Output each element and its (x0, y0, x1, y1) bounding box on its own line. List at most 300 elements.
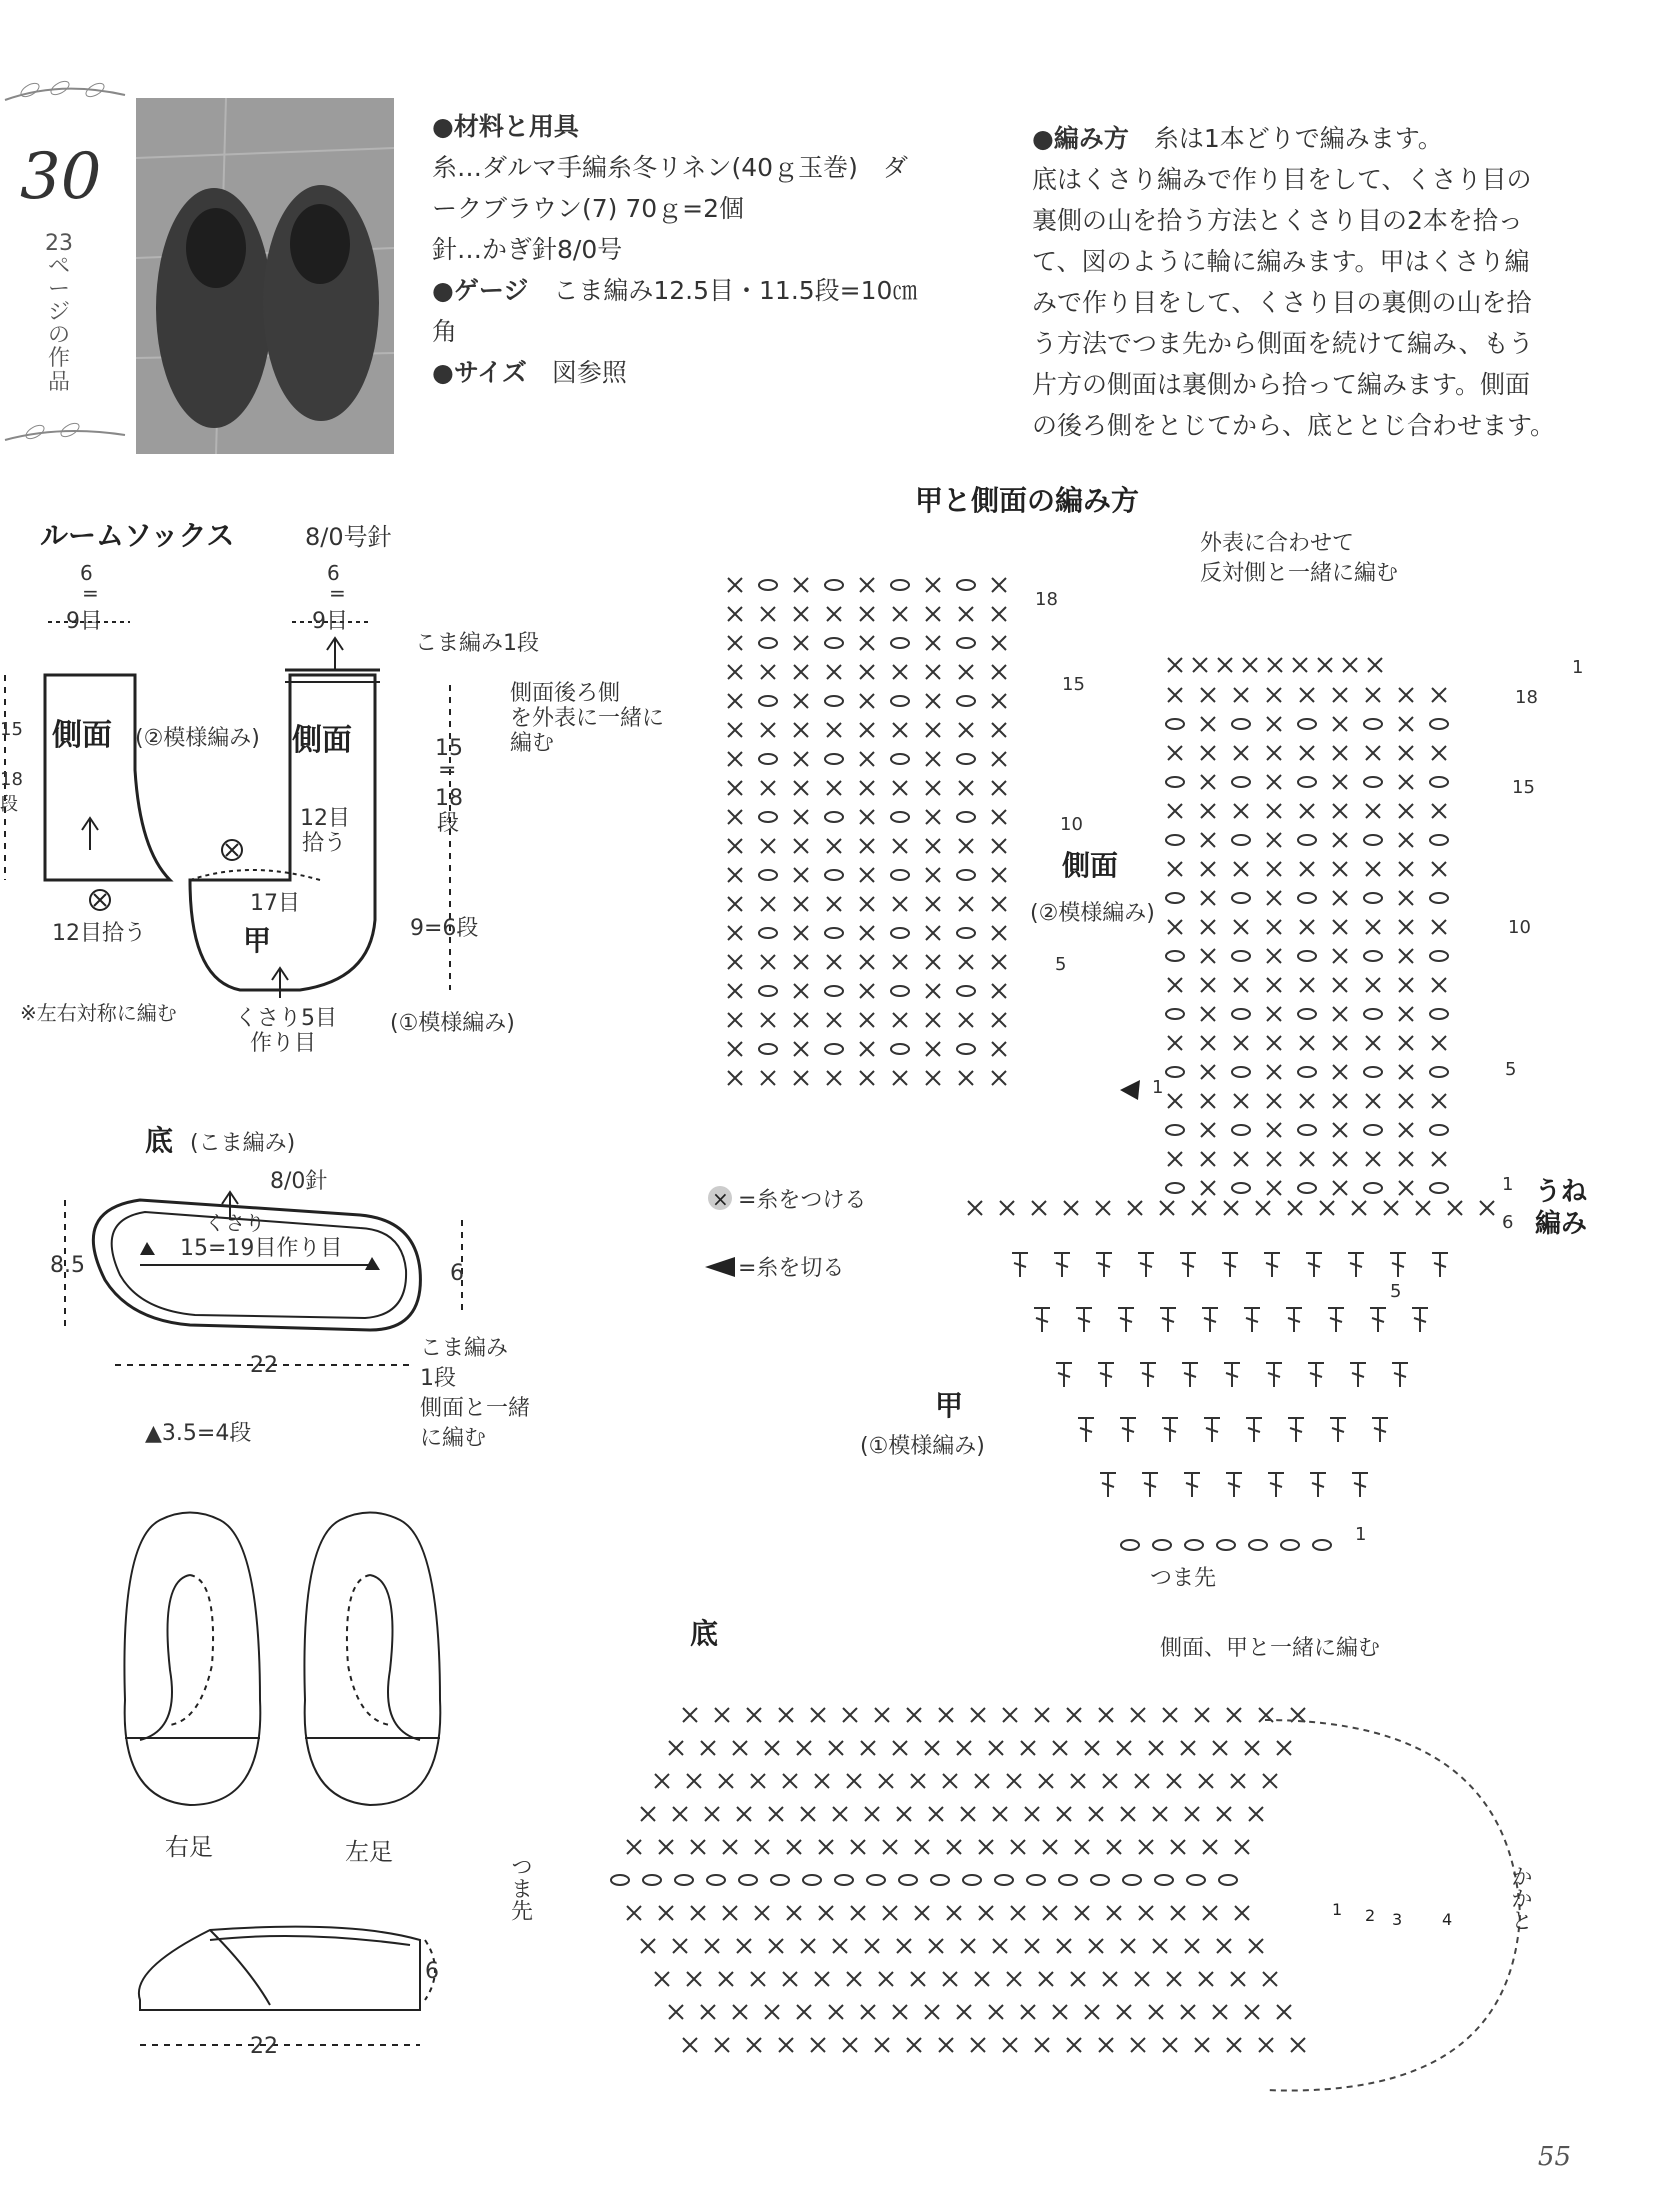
sc-symbol (926, 1071, 940, 1085)
sole-schematic (30, 1120, 590, 1460)
sc-symbol (959, 839, 973, 853)
chain-symbol (1232, 951, 1250, 961)
chain-symbol (1281, 1540, 1299, 1550)
chain-symbol (1166, 1009, 1184, 1019)
chain-symbol (759, 638, 777, 648)
chart-pattern2: (②模様編み) (1030, 901, 1155, 926)
sc-symbol (1256, 1201, 1270, 1215)
sc-symbol (1333, 1123, 1347, 1137)
sc-symbol (1201, 833, 1215, 847)
room-socks-schematic (0, 520, 700, 1080)
sc-symbol (1011, 1906, 1025, 1920)
chart-title: 甲と側面の編み方 (915, 484, 1140, 517)
dc-symbol (1264, 1253, 1280, 1277)
sc-symbol (1071, 1972, 1085, 1986)
sc-symbol (883, 1906, 897, 1920)
sc-symbol (959, 1071, 973, 1085)
dc-symbol (1306, 1253, 1322, 1277)
chain-symbol (1091, 1875, 1109, 1885)
sc-symbol (911, 1774, 925, 1788)
sc-symbol (1399, 1152, 1413, 1166)
sc-symbol (893, 955, 907, 969)
sc-symbol (761, 781, 775, 795)
sc-symbol (701, 2005, 715, 2019)
sc-symbol (1201, 1036, 1215, 1050)
sc-symbol (1043, 1840, 1057, 1854)
sc-symbol (683, 2038, 697, 2052)
sc-symbol (860, 897, 874, 911)
chain-symbol (957, 986, 975, 996)
sc-symbol (992, 984, 1006, 998)
chain-symbol (1166, 893, 1184, 903)
left-r18: 18 (1035, 589, 1058, 610)
sc-symbol (673, 1939, 687, 1953)
sc-symbol (843, 1708, 857, 1722)
sc-symbol (1217, 1939, 1231, 1953)
sole-n4: 4 (1442, 1910, 1453, 1929)
chain-symbol (1219, 1875, 1237, 1885)
sc-symbol (1201, 1152, 1215, 1166)
sc-symbol (827, 955, 841, 969)
chain-symbol (835, 1875, 853, 1885)
sc-symbol (1234, 1094, 1248, 1108)
pick12-right-b: 拾う (302, 831, 347, 856)
dc-symbol (1162, 1418, 1178, 1442)
sc-symbol (993, 1807, 1007, 1821)
sc-symbol (761, 1071, 775, 1085)
chain-symbol (1298, 951, 1316, 961)
sc-symbol (943, 1972, 957, 1986)
sc-symbol (1057, 1807, 1071, 1821)
sc-symbol (728, 752, 742, 766)
h18: 18 (435, 786, 463, 811)
sc-symbol (1153, 1939, 1167, 1953)
sc-symbol (925, 1741, 939, 1755)
sc-symbol (860, 578, 874, 592)
sc-symbol (926, 578, 940, 592)
chain-symbol (1232, 893, 1250, 903)
dc-symbol (1100, 1473, 1116, 1497)
sc-symbol (794, 897, 808, 911)
sc-symbol (769, 1807, 783, 1821)
sc-symbol (926, 607, 940, 621)
sc-symbol (1267, 833, 1281, 847)
dc-symbol (1184, 1473, 1200, 1497)
sc-symbol (1399, 891, 1413, 905)
sole-title: 底 (145, 1124, 174, 1157)
sc-symbol (847, 1774, 861, 1788)
chain-symbol (1298, 835, 1316, 845)
chain-symbol (957, 754, 975, 764)
sc-symbol (959, 723, 973, 737)
left-r10: 10 (1060, 814, 1083, 835)
sc-symbol (1181, 1741, 1195, 1755)
chain-symbol (1185, 1540, 1203, 1550)
sc-symbol (1167, 1972, 1181, 1986)
sc-symbol (959, 1013, 973, 1027)
sc-symbol (926, 636, 940, 650)
right-side-label: 側面 (292, 723, 352, 758)
sc-symbol (893, 1071, 907, 1085)
chain-symbol (759, 696, 777, 706)
sc-symbol (893, 1741, 907, 1755)
sc-symbol (992, 636, 1006, 650)
room-socks-needle: 8/0号針 (305, 523, 392, 551)
sc-symbol (1267, 1152, 1281, 1166)
chain-symbol (1166, 835, 1184, 845)
chain-symbol (825, 580, 843, 590)
sc-symbol (1153, 1807, 1167, 1821)
sole-sc4: に編む (420, 1426, 487, 1451)
sc-symbol (1168, 1036, 1182, 1050)
sc-symbol (989, 2005, 1003, 2019)
sc-symbol (827, 839, 841, 853)
sc-symbol (719, 1972, 733, 1986)
sc-symbol (1057, 1939, 1071, 1953)
sc-symbol (1399, 804, 1413, 818)
sc-symbol (1333, 746, 1347, 760)
sc-symbol (1333, 804, 1347, 818)
sc-symbol (1213, 1741, 1227, 1755)
sc-symbol (1291, 1708, 1305, 1722)
sc-symbol (765, 2005, 779, 2019)
sc-symbol (1193, 658, 1207, 672)
sc-symbol (1203, 1906, 1217, 1920)
sc-symbol (1160, 1201, 1174, 1215)
sc-symbol (1201, 775, 1215, 789)
sc-symbol (1235, 1840, 1249, 1854)
instep-grid (968, 1201, 1494, 1550)
sc-symbol (1234, 862, 1248, 876)
sc-symbol (992, 1071, 1006, 1085)
sc-symbol (1168, 658, 1182, 672)
chain-symbol (957, 696, 975, 706)
dc-symbol (1268, 1473, 1284, 1497)
chart-side-label: 側面 (1062, 849, 1119, 882)
sc-symbol (1366, 920, 1380, 934)
sc-symbol (957, 1741, 971, 1755)
back-note-1: 側面後ろ側 (510, 681, 621, 706)
sc-symbol (728, 984, 742, 998)
chain-symbol (803, 1875, 821, 1885)
sc-symbol (761, 723, 775, 737)
dc-symbol (1222, 1253, 1238, 1277)
chain-symbol (1298, 893, 1316, 903)
sc-symbol (1011, 1840, 1025, 1854)
sc-symbol (1107, 1906, 1121, 1920)
sole-chart-title: 底 (690, 1617, 719, 1650)
sc-symbol (1399, 862, 1413, 876)
sc-symbol (794, 1071, 808, 1085)
sc-symbol (1075, 1906, 1089, 1920)
sc-symbol (761, 955, 775, 969)
join-yarn-x: × (712, 1187, 729, 1211)
back-note-2: を外表に一緒に (510, 706, 665, 731)
sc-symbol (715, 2038, 729, 2052)
sc-symbol (915, 1840, 929, 1854)
sc-symbol (723, 1906, 737, 1920)
sc-symbol (1366, 688, 1380, 702)
sc-symbol (1168, 920, 1182, 934)
sc-symbol (659, 1906, 673, 1920)
sc-symbol (926, 665, 940, 679)
sc-symbol (979, 1906, 993, 1920)
dc-symbol (1204, 1418, 1220, 1442)
sc-symbol (1168, 862, 1182, 876)
sc-symbol (827, 723, 841, 737)
sc-symbol (761, 1013, 775, 1027)
chain-symbol (825, 1044, 843, 1054)
sc-symbol (1432, 746, 1446, 760)
sc-symbol (893, 1013, 907, 1027)
dc-symbol (1244, 1308, 1260, 1332)
sc-symbol (728, 868, 742, 882)
sc-symbol (728, 578, 742, 592)
sc-symbol (860, 636, 874, 650)
sc-symbol (1201, 1065, 1215, 1079)
sc-symbol (794, 1013, 808, 1027)
dc-symbol (1266, 1363, 1282, 1387)
sc-symbol (728, 694, 742, 708)
sc-symbol (687, 1972, 701, 1986)
chain-symbol (891, 812, 909, 822)
sc-symbol (926, 781, 940, 795)
dc-symbol (1096, 1253, 1112, 1277)
sc-symbol (992, 955, 1006, 969)
sc-symbol (1185, 1939, 1199, 1953)
sole-heel-label: かかと (1507, 1865, 1533, 1931)
sc-symbol (1333, 1094, 1347, 1108)
sc-symbol (860, 1042, 874, 1056)
sc-symbol (1300, 920, 1314, 934)
dc-symbol (1118, 1308, 1134, 1332)
chain-symbol (1364, 719, 1382, 729)
legend-cut: =糸を切る (738, 1256, 845, 1281)
sc-symbol (1185, 1807, 1199, 1821)
sc-symbol (1167, 1774, 1181, 1788)
une-label-2: 編み (1535, 1209, 1588, 1239)
sc-symbol (794, 839, 808, 853)
chain-symbol (995, 1875, 1013, 1885)
sc-symbol (705, 1807, 719, 1821)
chain-symbol (1232, 835, 1250, 845)
sc-symbol (897, 1939, 911, 1953)
une-label-1: うね (1535, 1177, 1588, 1207)
leaf-ornament-bottom (0, 410, 130, 470)
chain-symbol (1430, 1183, 1448, 1193)
slippers-photo (136, 98, 394, 454)
sc-symbol (897, 1807, 911, 1821)
sc-symbol (811, 2038, 825, 2052)
sc-symbol (1263, 1774, 1277, 1788)
sc-symbol (1234, 688, 1248, 702)
sc-symbol (1139, 1906, 1153, 1920)
sc-symbol (1366, 746, 1380, 760)
sc-symbol (1399, 1094, 1413, 1108)
sc-symbol (893, 2005, 907, 2019)
sc-symbol (907, 1708, 921, 1722)
sc-symbol (1224, 1201, 1238, 1215)
sc-symbol (1399, 949, 1413, 963)
chain-symbol (1027, 1875, 1045, 1885)
dc-symbol (1142, 1473, 1158, 1497)
sc-symbol (1003, 2038, 1017, 2052)
sc-symbol (926, 810, 940, 824)
sc-symbol (779, 2038, 793, 2052)
sc-symbol (1195, 2038, 1209, 2052)
sc-symbol (992, 810, 1006, 824)
sc-symbol (1096, 1201, 1110, 1215)
sc-symbol (975, 1972, 989, 1986)
chain-symbol (759, 580, 777, 590)
sc-symbol (992, 839, 1006, 853)
sc-symbol (1131, 2038, 1145, 2052)
sole-needle: 8/0針 (270, 1169, 328, 1194)
chain-symbol (1166, 777, 1184, 787)
dc-symbol (1120, 1418, 1136, 1442)
sc-symbol (1333, 920, 1347, 934)
right-eq: = (329, 581, 346, 605)
sc-symbol (893, 607, 907, 621)
sc-symbol (1135, 1972, 1149, 1986)
left-h15: 15 (0, 719, 23, 740)
sc-symbol (728, 810, 742, 824)
sc-symbol (926, 897, 940, 911)
sc-symbol (929, 1807, 943, 1821)
sc-symbol (926, 1042, 940, 1056)
sc-symbol (1085, 1741, 1099, 1755)
sc-symbol (1432, 1152, 1446, 1166)
sc-symbol (860, 781, 874, 795)
sc-symbol (971, 2038, 985, 2052)
sc-symbol (926, 955, 940, 969)
chain-symbol (611, 1875, 629, 1885)
sc-symbol (1399, 1123, 1413, 1137)
chain-symbol (1298, 1183, 1316, 1193)
sc-symbol (1025, 1939, 1039, 1953)
sc-symbol (1432, 978, 1446, 992)
sc-symbol (819, 1906, 833, 1920)
chain-symbol (1249, 1540, 1267, 1550)
sc-symbol (794, 694, 808, 708)
sc-symbol (827, 781, 841, 795)
sc-symbol (975, 1774, 989, 1788)
sc-symbol (728, 1042, 742, 1056)
sc-symbol (943, 1774, 957, 1788)
sc-symbol (993, 1939, 1007, 1953)
sc-symbol (765, 1741, 779, 1755)
sc-symbol (1399, 746, 1413, 760)
chain-symbol (771, 1875, 789, 1885)
sc-symbol (959, 897, 973, 911)
sc-symbol (959, 781, 973, 795)
chain-symbol (1059, 1875, 1077, 1885)
legend-join: =糸をつける (738, 1188, 867, 1213)
sc-symbol (1343, 658, 1357, 672)
chain-symbol (825, 928, 843, 938)
sc-symbol (627, 1840, 641, 1854)
sc-symbol (827, 1013, 841, 1027)
chain-symbol (759, 986, 777, 996)
sc-symbol (926, 868, 940, 882)
sc-symbol (861, 2005, 875, 2019)
sc-symbol (1432, 862, 1446, 876)
sc-symbol (751, 1972, 765, 1986)
sc-symbol (827, 607, 841, 621)
sc-symbol (1267, 717, 1281, 731)
sc-symbol (1089, 1939, 1103, 1953)
sc-symbol (1318, 658, 1332, 672)
sc-symbol (659, 1840, 673, 1854)
sc-symbol (705, 1939, 719, 1953)
sc-symbol (851, 1840, 865, 1854)
sc-symbol (926, 1013, 940, 1027)
sole-chain-count: 15=19目作り目 (180, 1236, 343, 1261)
pattern-number: 30 (20, 140, 102, 214)
chain-symbol (825, 754, 843, 764)
sc-symbol (794, 984, 808, 998)
feet-h: 6 (425, 1959, 439, 1984)
sc-symbol (959, 665, 973, 679)
chain-symbol (957, 928, 975, 938)
sc-symbol (1333, 1007, 1347, 1021)
chain-symbol (1217, 1540, 1235, 1550)
sc-symbol (860, 839, 874, 853)
sc-symbol (755, 1906, 769, 1920)
chain-symbol (891, 1044, 909, 1054)
dc-symbol (1348, 1253, 1364, 1277)
chain-symbol (1232, 1125, 1250, 1135)
left-foot-label: 左足 (345, 1838, 393, 1866)
sc-symbol (1168, 1152, 1182, 1166)
sc-symbol (1333, 1181, 1347, 1195)
dc-symbol (1224, 1363, 1240, 1387)
sc-symbol (1168, 746, 1182, 760)
chain-symbol (1430, 951, 1448, 961)
sc-symbol (728, 926, 742, 940)
sc-symbol (979, 1840, 993, 1854)
sc-symbol (1399, 717, 1413, 731)
dc-symbol (1330, 1418, 1346, 1442)
sole-h: 8.5 (50, 1253, 85, 1278)
sc-symbol (1333, 978, 1347, 992)
sole-n2: 2 (1365, 1906, 1376, 1925)
sc-symbol (1035, 2038, 1049, 2052)
sc-symbol (1267, 1036, 1281, 1050)
sc-symbol (728, 723, 742, 737)
chain-symbol (825, 986, 843, 996)
sc-symbol (1234, 978, 1248, 992)
sc-symbol (1067, 1708, 1081, 1722)
instep-r5: 5 (1390, 1281, 1402, 1302)
sc-symbol (1227, 2038, 1241, 2052)
left-w6: 6 (80, 561, 93, 585)
sc-symbol (875, 2038, 889, 2052)
chain-symbol (891, 870, 909, 880)
sc-symbol (673, 1807, 687, 1821)
sc-symbol (1171, 1840, 1185, 1854)
sc-symbol (989, 1741, 1003, 1755)
sc-symbol (992, 723, 1006, 737)
sc-symbol (1135, 1774, 1149, 1788)
leaf-ornament-top (0, 60, 130, 120)
chain-symbol (759, 754, 777, 764)
sc-symbol (992, 1042, 1006, 1056)
sc-symbol (1000, 1201, 1014, 1215)
chart-note-2: 反対側と一緒に編む (1200, 561, 1399, 586)
sc-symbol (829, 1741, 843, 1755)
sc-symbol (1259, 2038, 1273, 2052)
